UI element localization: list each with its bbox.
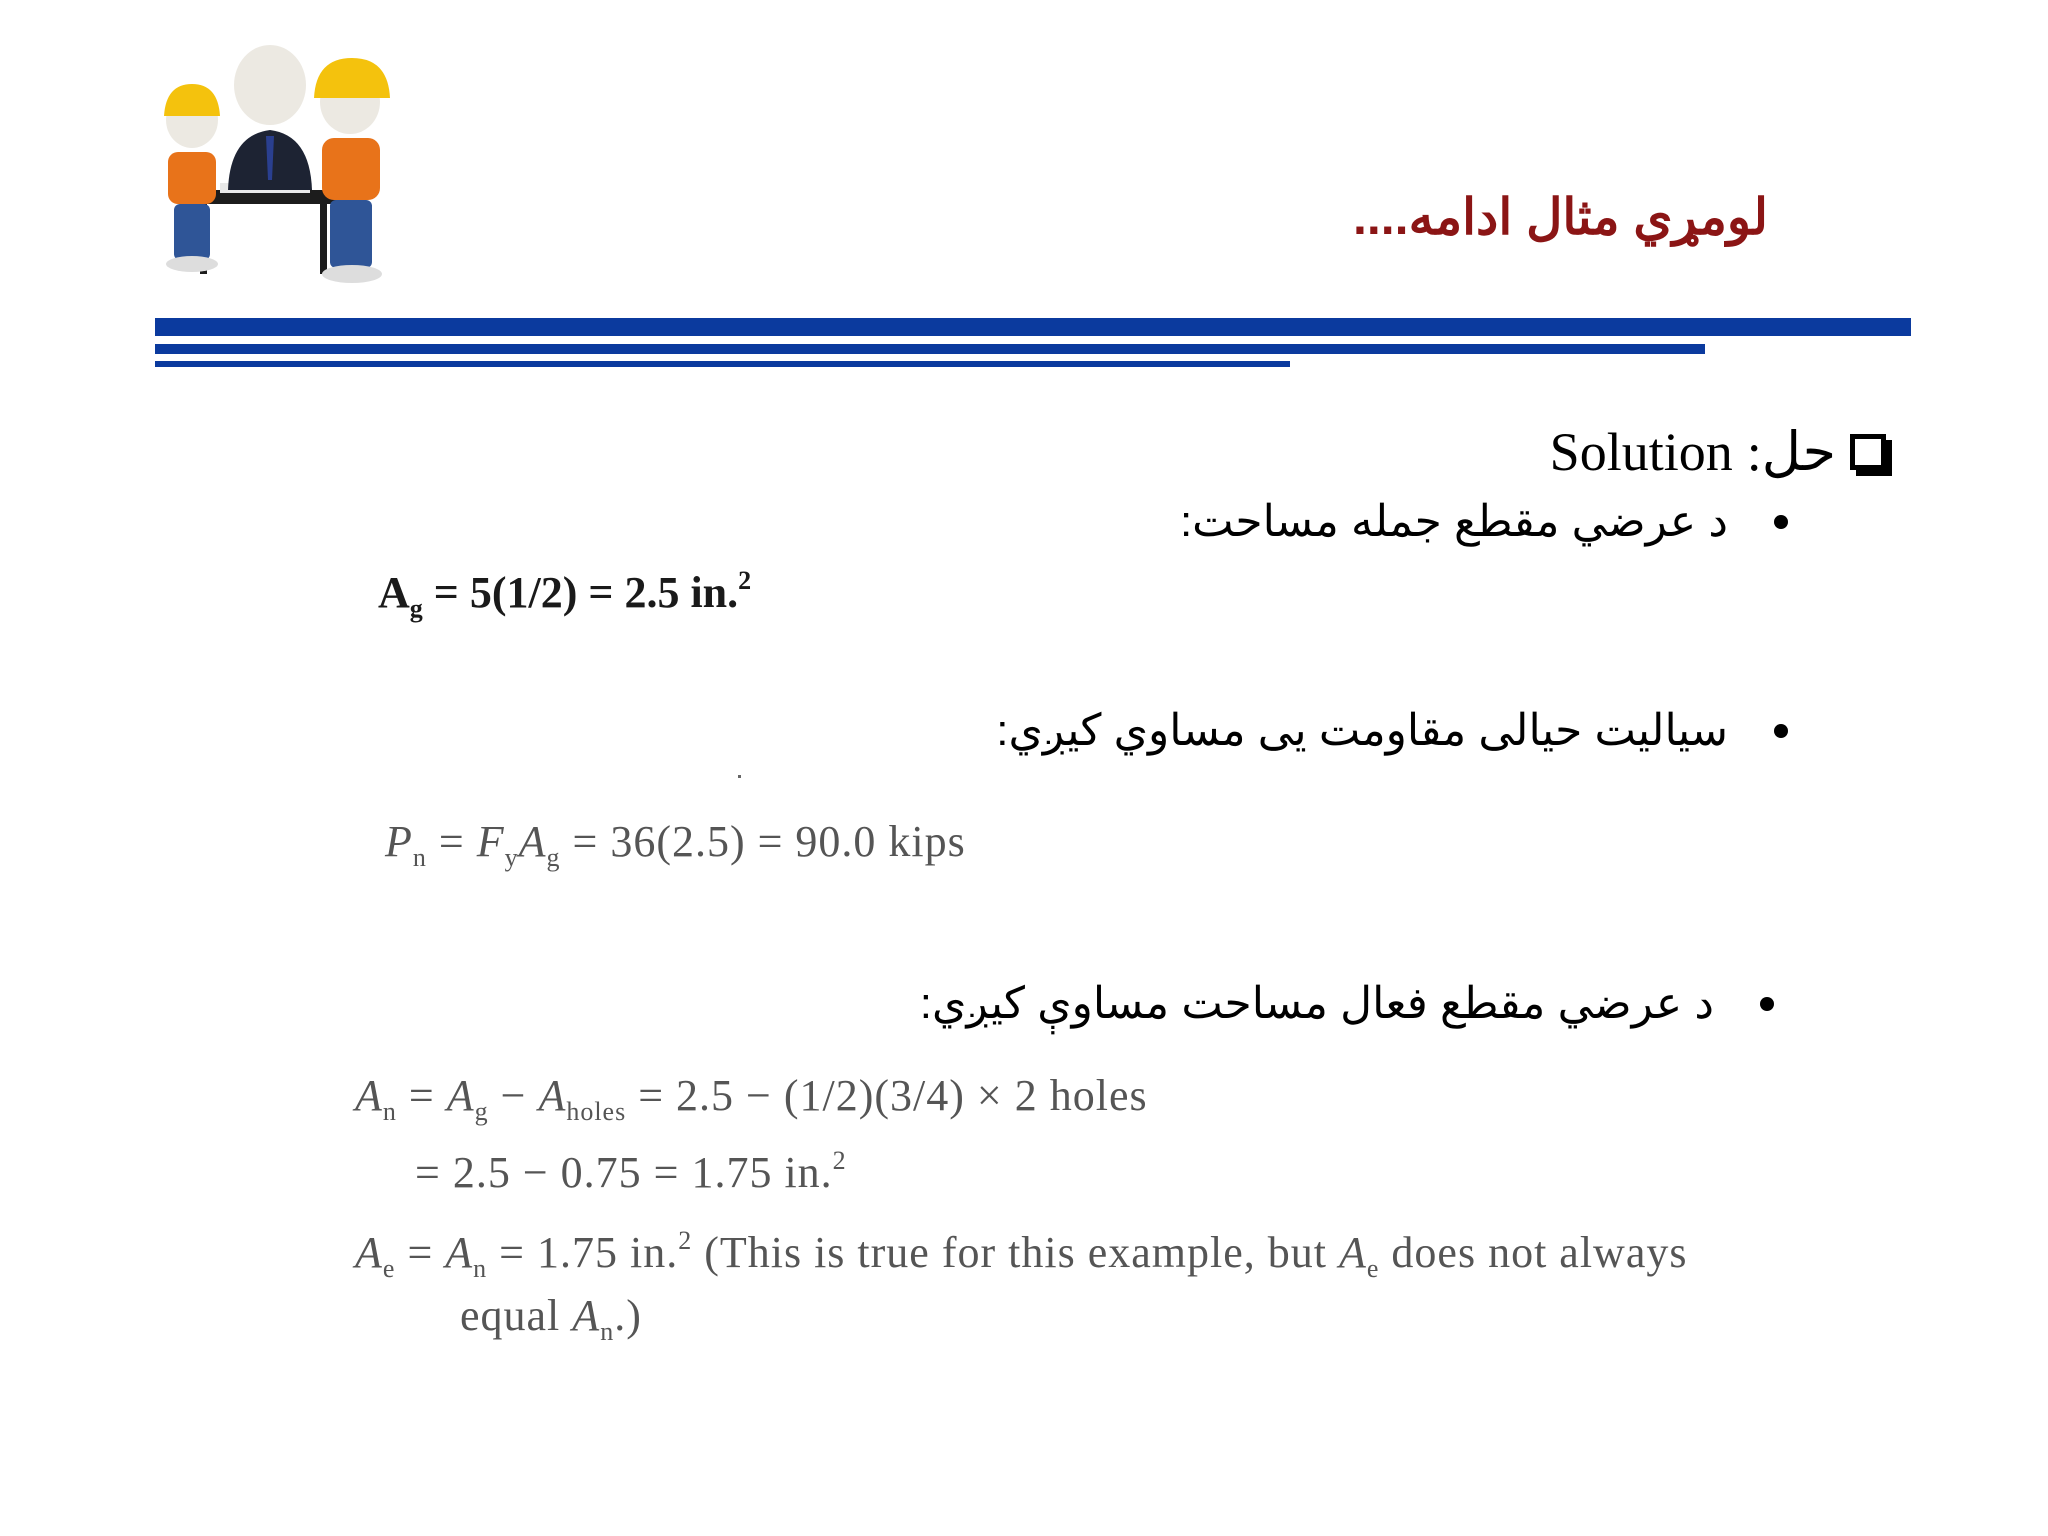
- checkbox-bullet-icon: [1850, 434, 1886, 470]
- bullet-text: د عرضي مقطع جمله مساحت:: [1179, 497, 1728, 546]
- solution-heading: [1550, 420, 1886, 483]
- left-legs: [174, 204, 210, 260]
- bullet-dot-icon: [1774, 515, 1788, 529]
- bullet-dot-icon: [1774, 724, 1788, 738]
- slide-title: لومړي مثال ادامه....: [1353, 189, 1768, 245]
- header-rule-medium: [155, 344, 1705, 354]
- equation-effective-area-note: equal $A_n$.): [460, 1291, 642, 1346]
- right-helmet: [314, 58, 390, 98]
- stray-dot: [738, 775, 741, 778]
- bullet-text: د عرضي مقطع فعال مساحت مساوې کيږي:: [919, 979, 1714, 1028]
- bullet-dot-icon: [1760, 997, 1774, 1011]
- header-rule-thick: [155, 318, 1911, 336]
- left-helmet: [164, 84, 220, 116]
- solution-label-en: Solution: [1549, 421, 1733, 482]
- bullet-yield-strength: [996, 705, 1788, 756]
- engineers-illustration: [150, 40, 400, 300]
- left-shoes: [166, 256, 218, 272]
- bullet-text: سياليت حيالی مقاومت یی مساوي کيږي:: [996, 706, 1728, 755]
- table-leg-right: [320, 204, 327, 274]
- bullet-gross-area: [1180, 496, 1788, 547]
- equation-gross-area: $A_g = 5(1/2) = 2.5$ in.$^2$: [378, 566, 752, 623]
- equation-nominal-strength: $P_n = F_yA_g = 36(2.5) = 90.0$ kips: [385, 817, 966, 872]
- right-legs: [330, 200, 372, 268]
- right-vest: [322, 138, 380, 200]
- header-rule-thin: [155, 361, 1290, 367]
- equation-net-area: $A_n = A_g - A_{holes} = 2.5 - (1/2)(3/4) \times 2$ holes: [355, 1071, 1148, 1126]
- center-head: [234, 45, 306, 125]
- solution-label-rtl: حل:: [1746, 422, 1836, 482]
- equation-net-area-result: = 2.5 − 0.75 = 1.75 in.$^2$: [415, 1146, 847, 1197]
- right-shoes: [322, 265, 382, 283]
- bullet-net-area: [920, 978, 1774, 1029]
- equation-effective-area: $A_e = A_n = 1.75$ in.$^2$ (This is true for this example, but $A_e$ does not always: [355, 1226, 1688, 1283]
- left-vest: [168, 152, 216, 204]
